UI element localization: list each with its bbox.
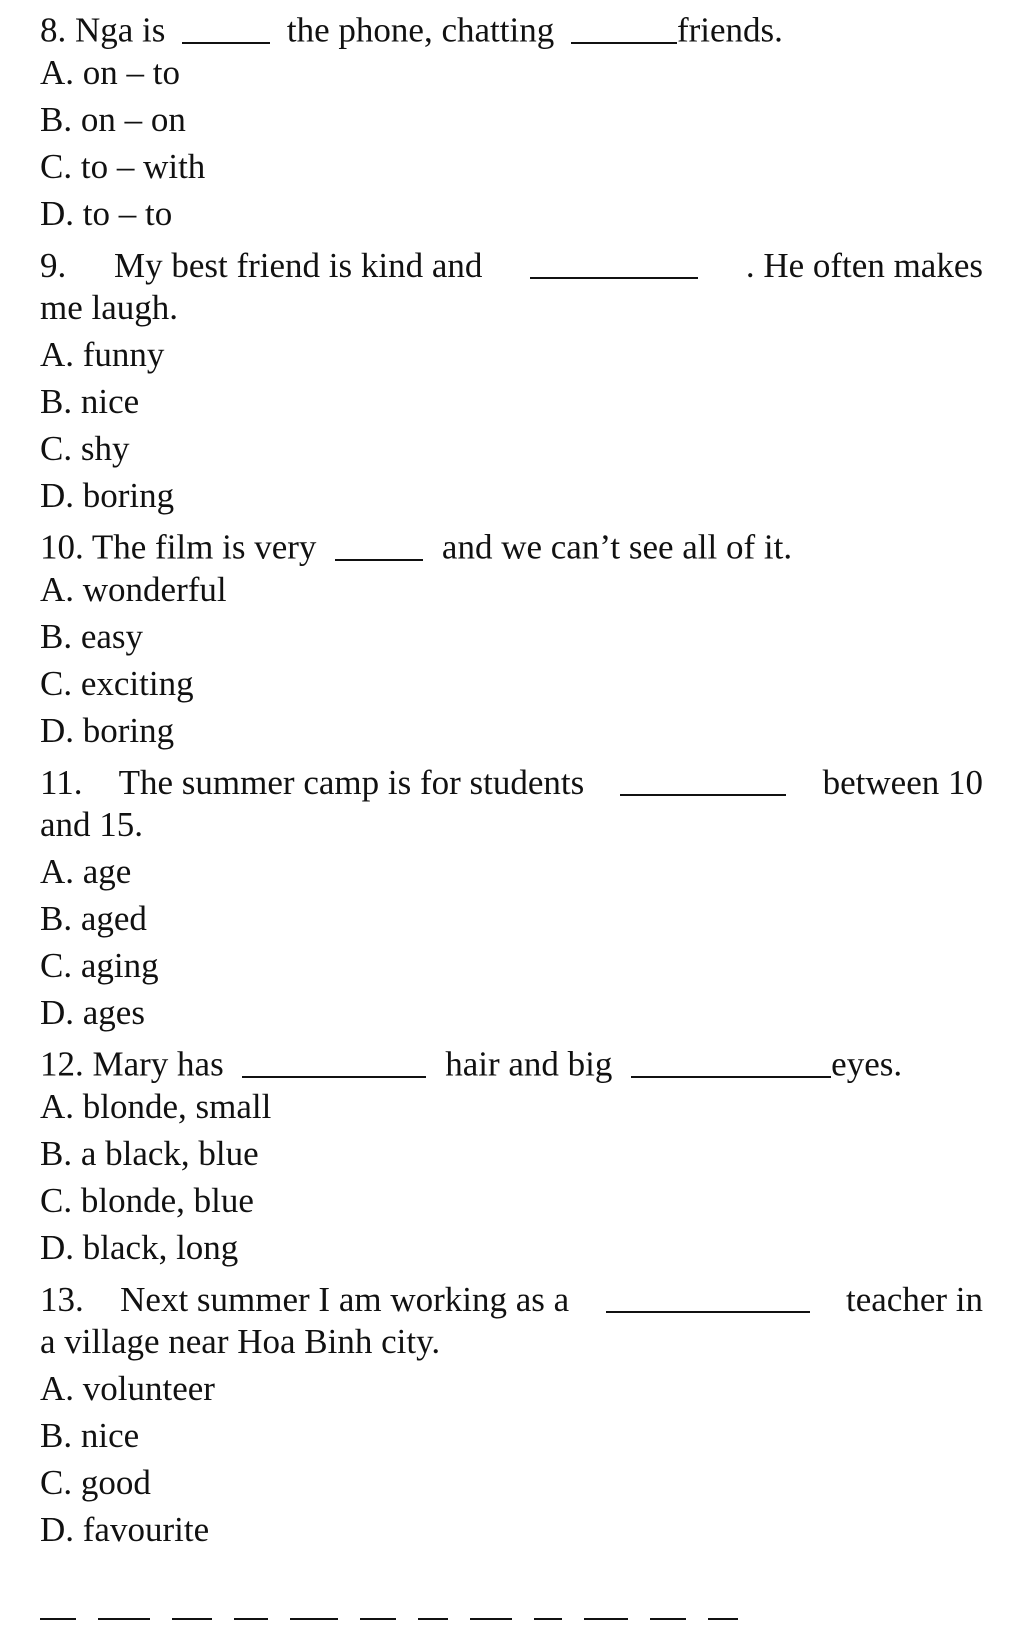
question-text: The film is very	[91, 527, 317, 567]
option-c: C. good	[40, 1463, 151, 1502]
cut-off-next-question	[40, 1618, 940, 1629]
question-text: The summer camp is for students	[118, 762, 585, 802]
question-text: hair and big	[445, 1044, 613, 1084]
option-b: B. a black, blue	[40, 1134, 259, 1173]
option-b: B. easy	[40, 617, 144, 656]
option-c: C. blonde, blue	[40, 1181, 254, 1220]
answer-blank	[530, 245, 698, 279]
question-continuation: me laugh.	[40, 288, 179, 327]
answer-blank	[606, 1279, 810, 1313]
question-text: and we can’t see all of it.	[441, 527, 793, 567]
question-13	[40, 1277, 983, 1317]
option-d: D. black, long	[40, 1228, 239, 1267]
option-c: C. aging	[40, 946, 159, 985]
question-9	[40, 243, 983, 283]
option-c: C. to – with	[40, 147, 206, 186]
question-number: 12.	[40, 1044, 84, 1084]
question-number: 11.	[40, 762, 83, 802]
question-number: 9.	[40, 245, 67, 285]
question-number: 10.	[40, 527, 84, 567]
option-b: B. on – on	[40, 100, 186, 139]
question-text: . He often makes	[745, 245, 983, 285]
question-text: teacher in	[845, 1279, 983, 1319]
option-b: B. nice	[40, 1416, 140, 1455]
question-8	[40, 8, 990, 48]
answer-blank	[182, 10, 270, 44]
question-text: Next summer I am working as a	[120, 1279, 570, 1319]
option-a: A. on – to	[40, 53, 180, 92]
answer-blank	[620, 762, 786, 796]
option-c: C. exciting	[40, 664, 194, 703]
question-text: between 10	[822, 762, 983, 802]
question-continuation: a village near Hoa Binh city.	[40, 1322, 441, 1361]
question-10	[40, 525, 990, 565]
option-c: C. shy	[40, 429, 130, 468]
option-a: A. wonderful	[40, 570, 227, 609]
answer-blank	[571, 10, 677, 44]
question-text: the phone, chatting	[286, 10, 555, 50]
option-d: D. to – to	[40, 194, 173, 233]
answer-blank	[335, 527, 423, 561]
question-text: My best friend is kind and	[113, 245, 483, 285]
question-number: 8.	[40, 10, 67, 50]
option-d: D. boring	[40, 711, 175, 750]
question-text: eyes.	[831, 1044, 903, 1084]
answer-blank	[242, 1044, 426, 1078]
option-d: D. favourite	[40, 1510, 210, 1549]
answer-blank	[631, 1044, 831, 1078]
question-continuation: and 15.	[40, 805, 144, 844]
question-number: 13.	[40, 1279, 84, 1319]
option-b: B. aged	[40, 899, 147, 938]
question-text: friends.	[676, 10, 783, 50]
question-text: Nga is	[75, 10, 166, 50]
question-12	[40, 1042, 990, 1082]
option-a: A. blonde, small	[40, 1087, 272, 1126]
option-d: D. ages	[40, 993, 145, 1032]
option-a: A. volunteer	[40, 1369, 215, 1408]
question-text: Mary has	[92, 1044, 224, 1084]
option-b: B. nice	[40, 382, 140, 421]
option-a: A. funny	[40, 335, 165, 374]
question-11	[40, 760, 983, 800]
option-d: D. boring	[40, 476, 175, 515]
option-a: A. age	[40, 852, 132, 891]
